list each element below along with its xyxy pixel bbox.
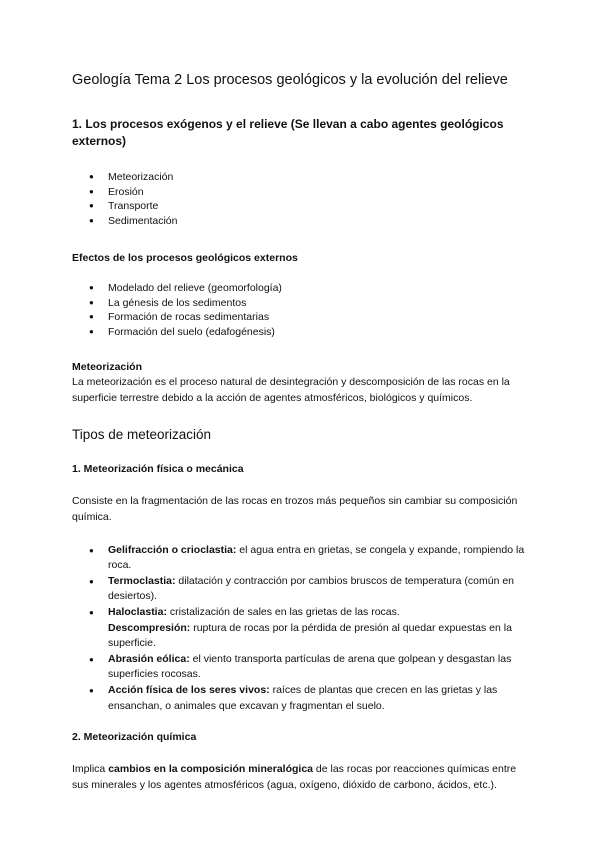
- item-desc: raíces de plantas que crecen en las grietas y las ensanchan, o animales que excavan y fragmentan el suelo.: [108, 683, 498, 712]
- quimica-text: [72, 761, 528, 793]
- list-item: ● Transporte: [72, 199, 528, 214]
- meteorizacion-text: La meteorización es el proceso natural de desintegración y descomposición de las rocas en la superficie terrestre debido a la acción de agentes atmosféricos, biológicos y químicos.: [72, 375, 510, 404]
- item-desc: el viento transporta partículas de arena que golpean y desgastan las superficies rocosas.: [108, 652, 512, 681]
- list-item: [72, 605, 528, 652]
- list-item: [72, 574, 528, 605]
- list-item: ● Meteorización: [72, 170, 528, 185]
- item-desc: dilatación y contracción por cambios bruscos de temperatura (común en desiertos).: [108, 574, 515, 603]
- page-title: Geología Tema 2 Los procesos geológicos y la evolución del relieve: [72, 72, 508, 88]
- list-item: [72, 543, 528, 574]
- item-term: Gelifracción o crioclastia:: [108, 543, 237, 556]
- tipos-heading: Tipos de meteorización: [72, 426, 212, 442]
- effects-heading: Efectos de los procesos geológicos externos: [72, 251, 298, 264]
- list-item: ● Erosión: [72, 185, 528, 200]
- item-term: Descompresión:: [108, 621, 191, 634]
- item-term: Acción física de los seres vivos:: [108, 683, 270, 696]
- item-term: Abrasión eólica:: [108, 652, 190, 665]
- list-item: ● Sedimentación: [72, 214, 528, 229]
- item-desc: ruptura de rocas por la pérdida de presión al quedar expuestas en la superficie.: [108, 621, 512, 650]
- fisica-list: [72, 543, 528, 715]
- meteorizacion-heading: Meteorización: [72, 360, 143, 373]
- effects-list: [72, 281, 528, 340]
- list-item: ● Formación del suelo (edafogénesis): [72, 325, 528, 340]
- quimica-text-bold: cambios en la composición mineralógica: [108, 763, 313, 776]
- list-item: ● Formación de rocas sedimentarias: [72, 310, 528, 325]
- quimica-text-after: de las rocas por reacciones químicas entre sus minerales y los agentes atmosféricos (agua, oxígeno, dióxido de carbono, ácidos, etc.).: [72, 763, 517, 792]
- list-item: [72, 683, 528, 714]
- item-desc: el agua entra en grietas, se congela y expande, rompiendo la roca.: [108, 543, 525, 572]
- item-term: Termoclastia:: [108, 574, 176, 587]
- list-item: ● Modelado del relieve (geomorfología): [72, 281, 528, 296]
- list-item: ● La génesis de los sedimentos: [72, 296, 528, 311]
- quimica-heading: 2. Meteorización química: [72, 731, 197, 744]
- quimica-text-before: Implica: [72, 763, 109, 776]
- section1-heading: 1. Los procesos exógenos y el relieve (Se llevan a cabo agentes geológicos externos): [72, 117, 504, 148]
- item-desc: cristalización de sales en las grietas de las rocas.: [166, 606, 400, 618]
- item-term: Haloclastia:: [108, 606, 167, 618]
- fisica-heading: 1. Meteorización física o mecánica: [72, 462, 244, 475]
- list-item: [72, 652, 528, 683]
- processes-list: [72, 170, 528, 229]
- fisica-text: Consiste en la fragmentación de las rocas en trozos más pequeños sin cambiar su composición química.: [72, 494, 518, 523]
